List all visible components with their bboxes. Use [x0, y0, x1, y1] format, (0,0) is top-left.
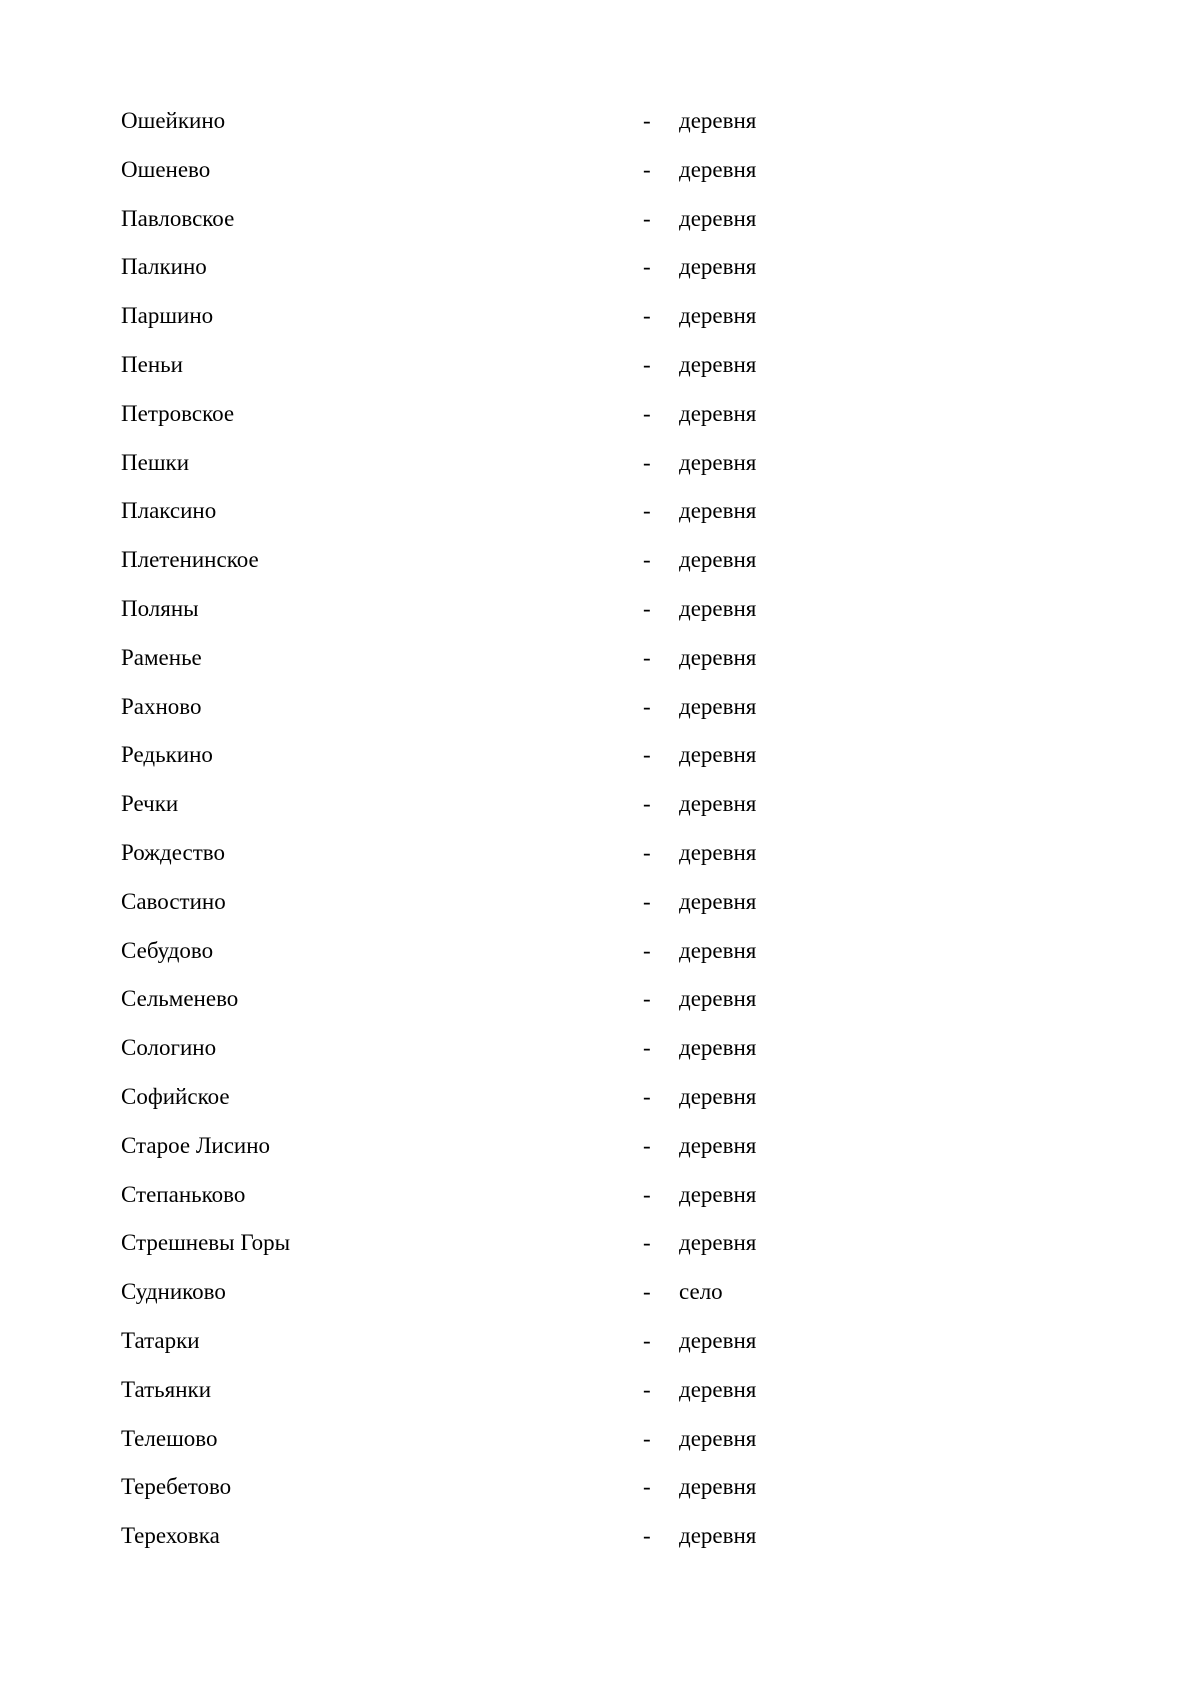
- list-item: [0, 155, 1200, 204]
- list-item: [0, 1424, 1200, 1473]
- settlement-name: Раменье: [121, 644, 202, 670]
- settlement-type: деревня: [679, 449, 757, 475]
- settlement-type: деревня: [679, 205, 757, 231]
- separator-dash: -: [643, 1327, 651, 1353]
- separator-dash: -: [643, 839, 651, 865]
- settlement-name: Сельменево: [121, 986, 239, 1012]
- settlement-name: Телешово: [121, 1425, 218, 1451]
- settlement-name: Ошейкино: [121, 108, 226, 133]
- settlement-name: Редькино: [121, 742, 213, 768]
- settlement-name: Степаньково: [121, 1181, 246, 1207]
- separator-dash: -: [643, 888, 651, 914]
- list-item: [0, 545, 1200, 594]
- separator-dash: -: [643, 156, 651, 182]
- settlement-name: Палкино: [121, 254, 207, 280]
- list-item: [0, 789, 1200, 838]
- separator-dash: -: [643, 1035, 651, 1061]
- settlement-name: Рахново: [121, 693, 202, 719]
- settlement-name: Плаксино: [121, 498, 217, 524]
- settlement-name: Плетенинское: [121, 547, 259, 573]
- list-item: [0, 252, 1200, 301]
- list-item: [0, 448, 1200, 497]
- settlement-type: деревня: [679, 693, 757, 719]
- settlement-type: деревня: [679, 986, 757, 1012]
- list-item: [0, 1033, 1200, 1082]
- settlement-name: Паршино: [121, 303, 214, 329]
- settlement-name: Софийское: [121, 1083, 230, 1109]
- list-item: [0, 1472, 1200, 1521]
- settlement-name: Павловское: [121, 205, 235, 231]
- list-item: [0, 350, 1200, 399]
- settlement-name: Пешки: [121, 449, 190, 475]
- settlement-name: Ошенево: [121, 156, 211, 182]
- settlement-name: Речки: [121, 791, 179, 817]
- settlement-type: деревня: [679, 547, 757, 573]
- separator-dash: -: [643, 937, 651, 963]
- settlement-type: деревня: [679, 1327, 757, 1353]
- separator-dash: -: [643, 303, 651, 329]
- separator-dash: -: [643, 1376, 651, 1402]
- settlement-type: село: [679, 1279, 723, 1305]
- settlement-type: деревня: [679, 156, 757, 182]
- settlement-name: Петровское: [121, 400, 235, 426]
- separator-dash: -: [643, 791, 651, 817]
- list-item: [0, 1228, 1200, 1277]
- separator-dash: -: [643, 108, 651, 133]
- separator-dash: -: [643, 449, 651, 475]
- settlement-type: деревня: [679, 303, 757, 329]
- settlement-type: деревня: [679, 1474, 757, 1500]
- settlement-type: деревня: [679, 1083, 757, 1109]
- separator-dash: -: [643, 742, 651, 768]
- list-item: [0, 204, 1200, 253]
- list-item: [0, 301, 1200, 350]
- settlement-type: деревня: [679, 108, 757, 133]
- list-item: [0, 496, 1200, 545]
- settlement-name: Рождество: [121, 839, 225, 865]
- separator-dash: -: [643, 1425, 651, 1451]
- separator-dash: -: [643, 351, 651, 377]
- settlement-name: Теребетово: [121, 1474, 232, 1500]
- list-item: [0, 1180, 1200, 1229]
- separator-dash: -: [643, 1279, 651, 1305]
- settlement-type: деревня: [679, 644, 757, 670]
- separator-dash: -: [643, 1230, 651, 1256]
- settlement-type: деревня: [679, 888, 757, 914]
- settlement-name: Судниково: [121, 1279, 226, 1305]
- list-item: [0, 1375, 1200, 1424]
- list-item: [0, 399, 1200, 448]
- settlement-type: деревня: [679, 1523, 757, 1549]
- settlement-type: деревня: [679, 1230, 757, 1256]
- list-item: [0, 643, 1200, 692]
- settlement-type: деревня: [679, 742, 757, 768]
- list-item: [0, 984, 1200, 1033]
- list-item: [0, 936, 1200, 985]
- settlement-name: Савостино: [121, 888, 226, 914]
- settlement-name: Себудово: [121, 937, 214, 963]
- list-item: [0, 692, 1200, 741]
- separator-dash: -: [643, 644, 651, 670]
- separator-dash: -: [643, 1523, 651, 1549]
- settlement-name: Тереховка: [121, 1523, 220, 1549]
- settlement-name: Старое Лисино: [121, 1132, 271, 1158]
- settlement-type: деревня: [679, 839, 757, 865]
- list-item: [0, 887, 1200, 936]
- settlement-type: деревня: [679, 1181, 757, 1207]
- settlement-name: Поляны: [121, 595, 199, 621]
- settlement-type: деревня: [679, 498, 757, 524]
- separator-dash: -: [643, 498, 651, 524]
- list-item: [0, 1082, 1200, 1131]
- separator-dash: -: [643, 205, 651, 231]
- separator-dash: -: [643, 986, 651, 1012]
- separator-dash: -: [643, 595, 651, 621]
- separator-dash: -: [643, 1083, 651, 1109]
- separator-dash: -: [643, 693, 651, 719]
- list-item: [0, 1277, 1200, 1326]
- settlement-type: деревня: [679, 400, 757, 426]
- settlement-type: деревня: [679, 351, 757, 377]
- separator-dash: -: [643, 254, 651, 280]
- settlement-type: деревня: [679, 254, 757, 280]
- settlement-type: деревня: [679, 1132, 757, 1158]
- settlement-type: деревня: [679, 595, 757, 621]
- settlement-name: Татарки: [121, 1327, 200, 1353]
- settlement-name: Стрешневы Горы: [121, 1230, 291, 1256]
- settlement-type: деревня: [679, 791, 757, 817]
- settlement-type: деревня: [679, 937, 757, 963]
- settlement-type: деревня: [679, 1425, 757, 1451]
- list-item: [0, 594, 1200, 643]
- settlement-name: Пеньи: [121, 351, 183, 377]
- settlement-type: деревня: [679, 1035, 757, 1061]
- separator-dash: -: [643, 400, 651, 426]
- separator-dash: -: [643, 1474, 651, 1500]
- list-item: [0, 740, 1200, 789]
- list-item: [0, 1131, 1200, 1180]
- list-item: [0, 838, 1200, 887]
- settlement-type: деревня: [679, 1376, 757, 1402]
- separator-dash: -: [643, 1132, 651, 1158]
- separator-dash: -: [643, 1181, 651, 1207]
- list-item: [0, 1521, 1200, 1570]
- separator-dash: -: [643, 547, 651, 573]
- settlement-name: Сологино: [121, 1035, 217, 1061]
- list-item: [0, 1326, 1200, 1375]
- settlement-list: [0, 106, 1200, 1570]
- list-item: [0, 106, 1200, 155]
- settlement-name: Татьянки: [121, 1376, 212, 1402]
